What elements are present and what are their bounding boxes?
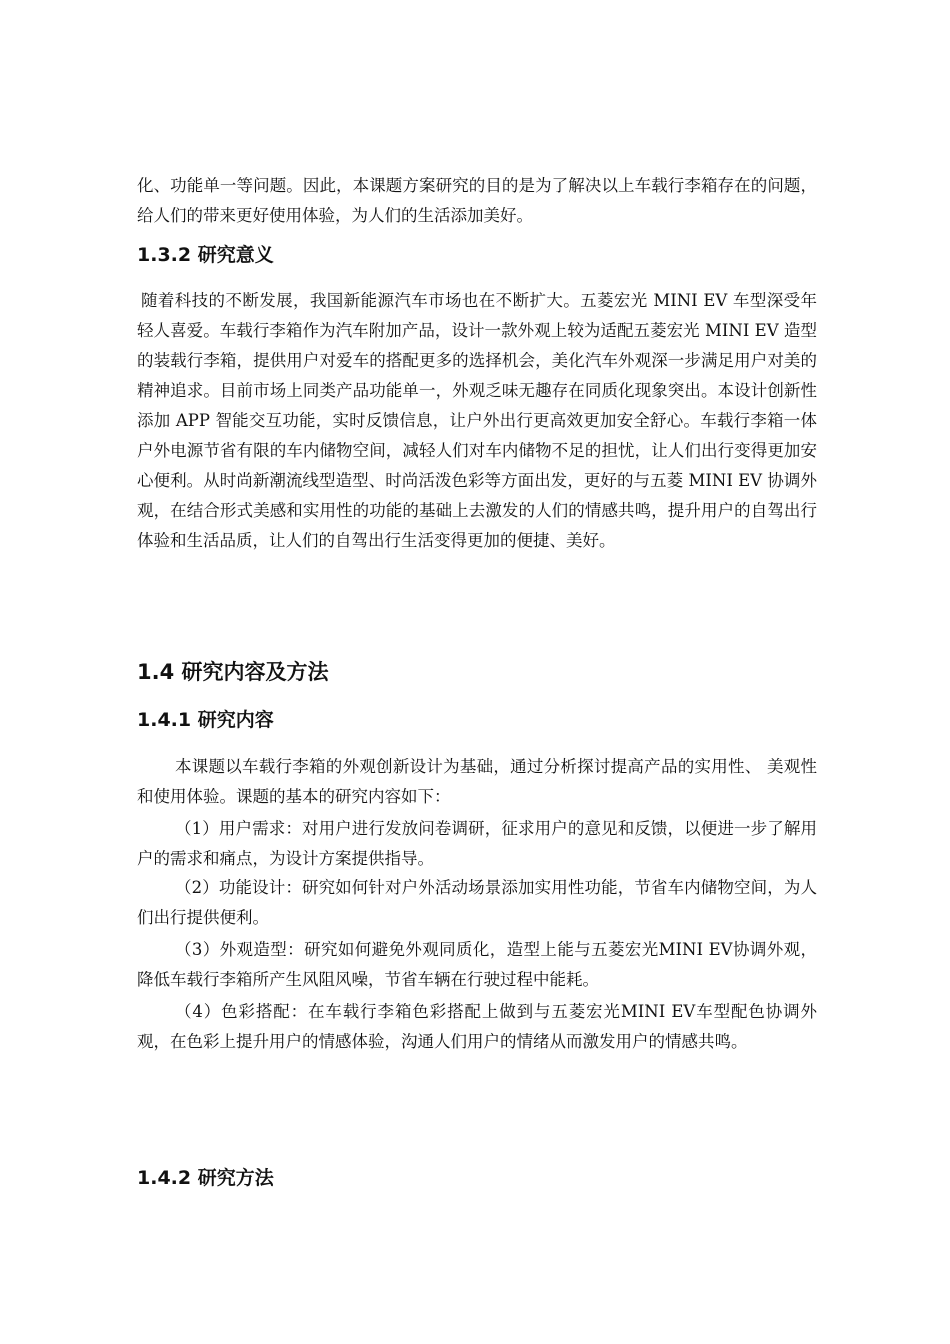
heading-1-4-2: 1.4.2 研究方法 [137, 1167, 274, 1189]
heading-1-4-1: 1.4.1 研究内容 [137, 709, 274, 731]
intro-paragraph: 化、功能单一等问题。因此，本课题方案研究的目的是为了解决以上车载行李箱存在的问题，给人们的带来更好使用体验，为人们的生活添加美好。 [137, 176, 817, 225]
significance-paragraph: 随着科技的不断发展，我国新能源汽车市场也在不断扩大。五菱宏光 MINI EV 车型深受年轻人喜爱。车载行李箱作为汽车附加产品，设计一款外观上较为适配五菱宏光 MINI EV 造型的装载行李箱，提供用户对爱车的搭配更多的选择机会，美化汽车外观深一步满足用户对美的精神追求。目前市场上同类产品功能单一，外观乏味无趣存在同质化现象突出。本设计创新性添加 APP 智能交互功能，实时反馈信息，让户外出行更高效更加安全舒心。车载行李箱一体户外电源节省有限的车内储物空间，减轻人们对车内储物不足的担忧，让人们出行变得更加安心便利。从时尚新潮流线型造型、时尚活泼色彩等方面出发，更好的与五菱 MINI EV 协调外观，在结合形式美感和实用性的功能的基础上去激发的人们的情感共鸣，提升用户的自驾出行体验和生活品质，让人们的自驾出行生活变得更加的便捷、美好。 [137, 291, 817, 550]
heading-1-4: 1.4 研究内容及方法 [137, 660, 329, 684]
content-intro-paragraph: 本课题以车载行李箱的外观创新设计为基础，通过分析探讨提高产品的实用性、 美观性和使用体验。课题的基本的研究内容如下： [137, 757, 817, 806]
research-item-color-matching: （4）色彩搭配：在车载行李箱色彩搭配上做到与五菱宏光MINI EV车型配色协调外观，在色彩上提升用户的情感体验，沟通人们用户的情绪从而激发用户的情感共鸣。 [137, 1002, 817, 1051]
research-item-user-needs: （1）用户需求：对用户进行发放问卷调研，征求用户的意见和反馈，以便进一步了解用户的需求和痛点，为设计方案提供指导。 [137, 819, 817, 868]
research-item-function-design: （2）功能设计：研究如何针对户外活动场景添加实用性功能，节省车内储物空间，为人们出行提供便利。 [137, 878, 817, 927]
research-item-appearance: （3）外观造型：研究如何避免外观同质化，造型上能与五菱宏光MINI EV协调外观，降低车载行李箱所产生风阻风噪，节省车辆在行驶过程中能耗。 [137, 940, 817, 989]
heading-1-3-2: 1.3.2 研究意义 [137, 244, 274, 266]
